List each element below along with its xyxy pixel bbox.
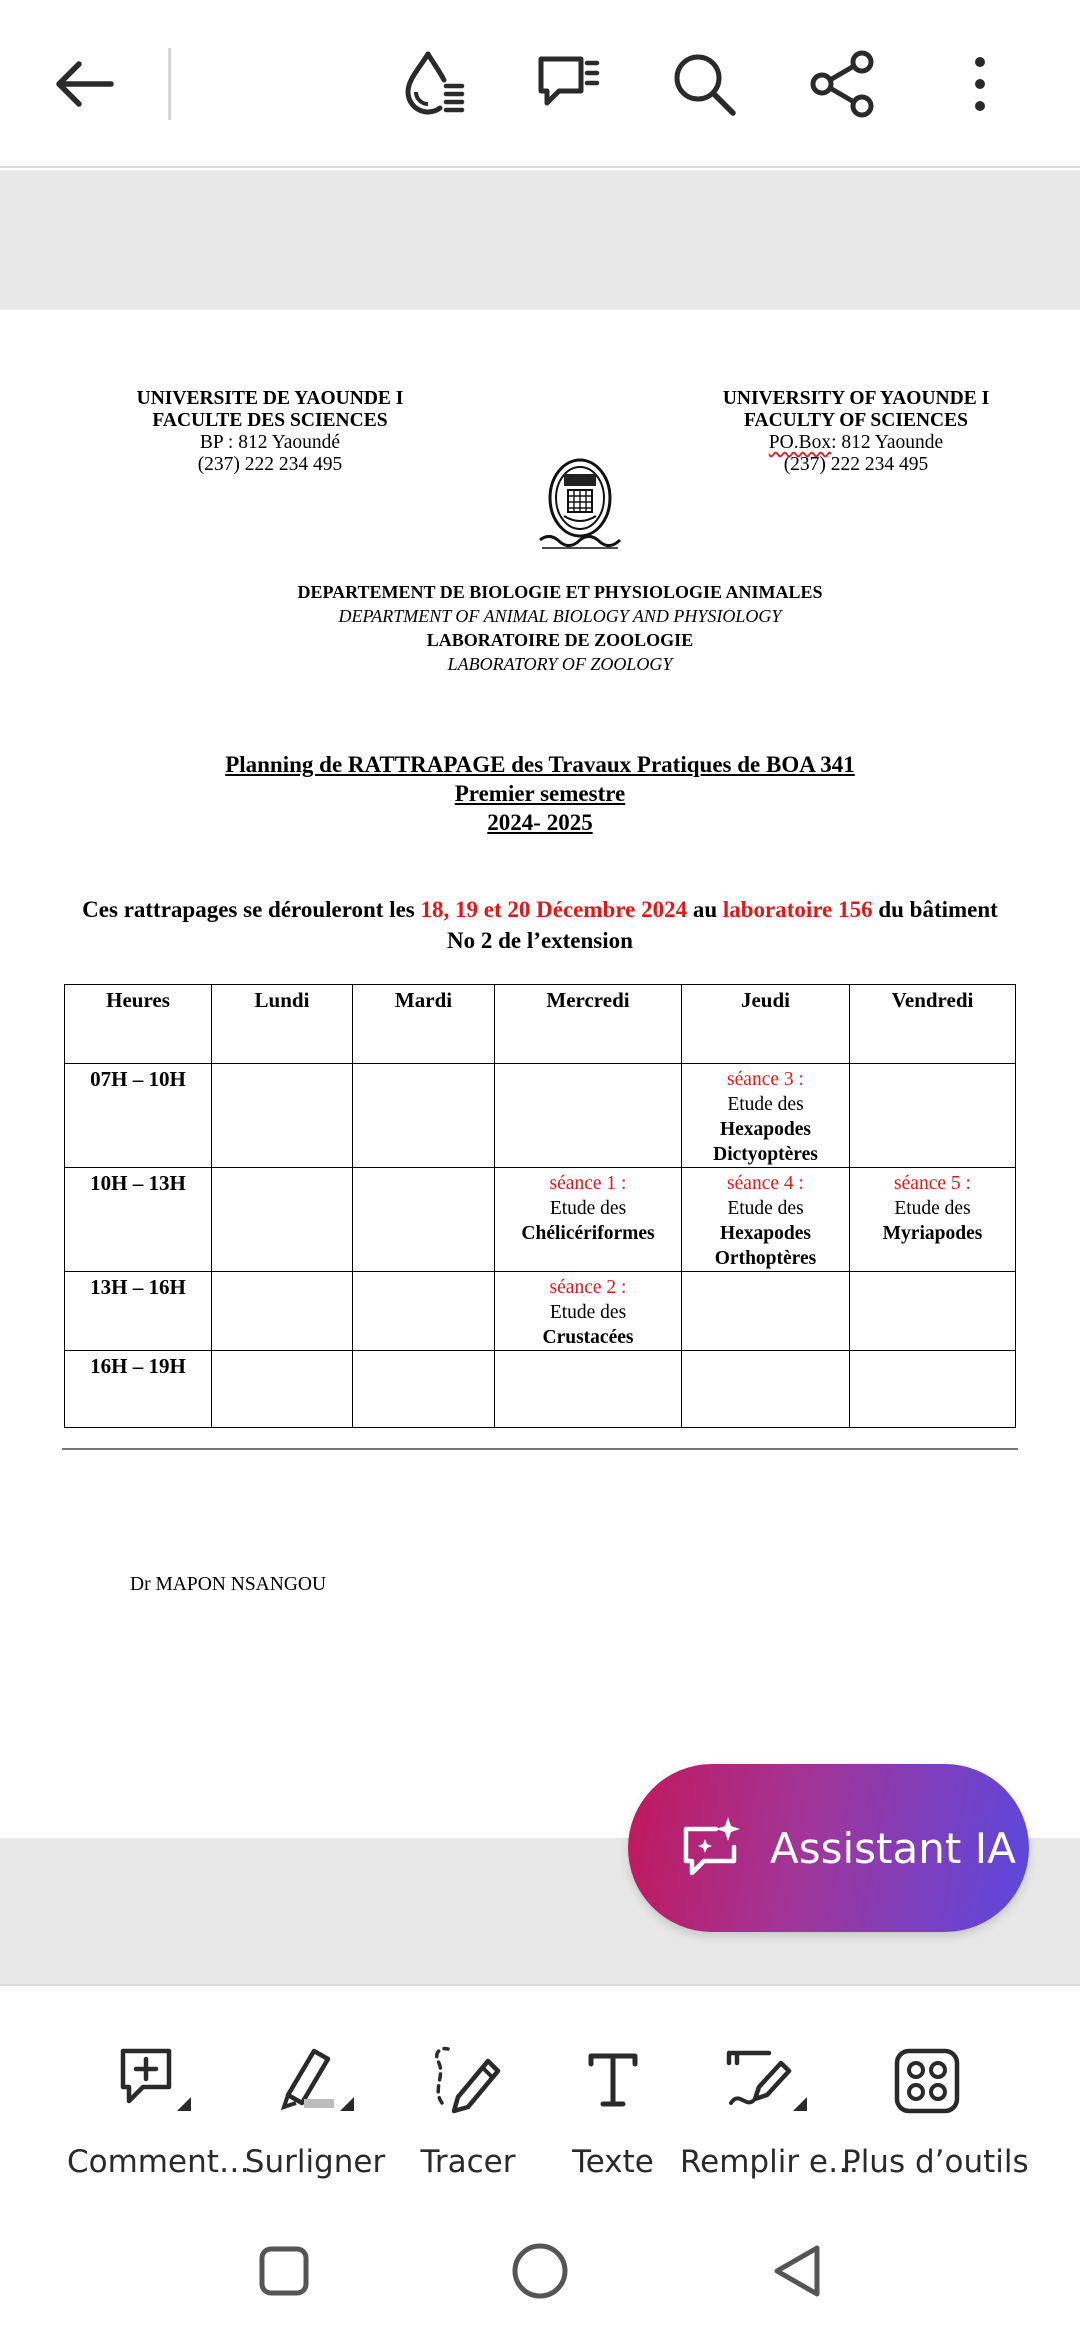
session-cell: séance 4 : Etude des Hexapodes Orthoptères	[682, 1168, 850, 1272]
department-line: LABORATOIRE DE ZOOLOGIE	[426, 630, 694, 650]
table-cell	[682, 1351, 850, 1428]
pdf-page	[0, 310, 1080, 1838]
notice-dates: 18, 19 et 20 Décembre 2024	[420, 897, 688, 922]
time-slot: 16H – 19H	[65, 1351, 212, 1428]
time-slot: 10H – 13H	[65, 1168, 212, 1272]
notice-text: Ces rattrapages se dérouleront les 18, 19 et 20 Décembre 2024 au laboratoire 156 du bâtiment No 2 de l’extension	[82, 897, 998, 953]
planning-title	[0, 750, 1080, 837]
ai-sparkle-chat-icon	[678, 1813, 744, 1884]
table-cell	[212, 1272, 353, 1351]
signature-name: Dr MAPON NSANGOU	[130, 1574, 327, 1595]
table-header-row	[65, 985, 1016, 1064]
department-line: LABORATORY OF ZOOLOGY	[447, 654, 673, 674]
tool-label: Remplir e…	[680, 2144, 859, 2180]
liquid-mode-icon[interactable]	[384, 34, 484, 134]
table-cell	[850, 1272, 1016, 1351]
top-app-bar	[0, 0, 1080, 168]
table-cell	[682, 1272, 850, 1351]
session-cell: séance 1 : Etude des Chélicériformes	[495, 1168, 682, 1272]
highlighter-icon	[230, 2036, 400, 2126]
notice-lab: laboratoire 156	[722, 897, 873, 922]
column-header: Mercredi	[495, 985, 682, 1064]
header-line: PO.Box: 812 Yaounde	[768, 432, 944, 453]
home-circle-icon[interactable]	[480, 2216, 600, 2326]
time-slot: 07H – 10H	[65, 1064, 212, 1168]
table-cell	[212, 1168, 353, 1272]
column-header: Heures	[65, 985, 212, 1064]
title-line: Planning de RATTRAPAGE des Travaux Pratiques de BOA 341	[225, 752, 855, 777]
recents-square-icon[interactable]	[224, 2216, 344, 2326]
university-header-en	[676, 388, 1036, 476]
table-row	[65, 1351, 1016, 1428]
department-line: DEPARTMENT OF ANIMAL BIOLOGY AND PHYSIOLOGY	[338, 606, 782, 626]
more-vertical-icon[interactable]	[930, 34, 1030, 134]
table-cell	[850, 1064, 1016, 1168]
document-viewport[interactable]	[0, 170, 1080, 1984]
university-emblem-icon	[530, 452, 630, 562]
table-cell	[353, 1272, 495, 1351]
header-line: (237) 222 234 495	[783, 454, 929, 475]
session-cell: séance 2 : Etude des Crustacées	[495, 1272, 682, 1351]
header-line: (237) 222 234 495	[197, 454, 343, 475]
column-header: Vendredi	[850, 985, 1016, 1064]
toolbar-divider	[168, 48, 171, 120]
table-row	[65, 1272, 1016, 1351]
header-line: FACULTE DES SCIENCES	[152, 410, 388, 431]
tool-label: Tracer	[420, 2144, 516, 2180]
table-cell	[353, 1168, 495, 1272]
time-slot: 13H – 16H	[65, 1272, 212, 1351]
table-row	[65, 1168, 1016, 1272]
session-cell: séance 3 : Etude des Hexapodes Dictyoptères	[682, 1064, 850, 1168]
tool-text[interactable]	[528, 2036, 698, 2180]
table-cell	[495, 1351, 682, 1428]
divider-line	[62, 1448, 1018, 1450]
share-icon[interactable]	[792, 34, 892, 134]
table-row	[65, 1064, 1016, 1168]
header-line: UNIVERSITY OF YAOUNDE I	[722, 388, 990, 409]
ai-assistant-button[interactable]	[628, 1764, 1029, 1932]
session-cell: séance 5 : Etude des Myriapodes	[850, 1168, 1016, 1272]
tool-comment[interactable]	[67, 2036, 250, 2180]
table-cell	[212, 1351, 353, 1428]
table-cell	[353, 1064, 495, 1168]
column-header: Jeudi	[682, 985, 850, 1064]
system-nav-bar	[0, 2216, 1080, 2326]
column-header: Lundi	[212, 985, 353, 1064]
back-arrow-icon[interactable]	[34, 34, 134, 134]
header-line: FACULTY OF SCIENCES	[744, 410, 968, 431]
title-line: Premier semestre	[454, 781, 626, 806]
department-line: DEPARTEMENT DE BIOLOGIE ET PHYSIOLOGIE ANIMALES	[297, 582, 823, 602]
text-icon	[528, 2036, 698, 2126]
add-comment-icon	[67, 2036, 237, 2126]
bottom-toolbar	[0, 1984, 1080, 2340]
department-block	[0, 580, 1080, 676]
tool-label: Plus d’outils	[842, 2144, 1029, 2180]
header-line: BP : 812 Yaoundé	[199, 432, 341, 453]
comments-list-icon[interactable]	[518, 34, 618, 134]
tool-label: Texte	[572, 2144, 654, 2180]
table-cell	[212, 1064, 353, 1168]
column-header: Mardi	[353, 985, 495, 1064]
tool-more-tools[interactable]	[842, 2036, 1029, 2180]
tool-fill-sign[interactable]	[680, 2036, 859, 2180]
title-line: 2024- 2025	[487, 810, 593, 835]
back-triangle-icon[interactable]	[736, 2216, 856, 2326]
table-cell	[495, 1064, 682, 1168]
table-cell	[353, 1351, 495, 1428]
fill-sign-icon	[680, 2036, 850, 2126]
ai-assistant-label: Assistant IA	[770, 1823, 1016, 1873]
more-tools-grid-icon	[842, 2036, 1012, 2126]
header-line: UNIVERSITE DE YAOUNDE I	[136, 388, 404, 409]
schedule-table	[64, 984, 1016, 1428]
table-cell	[850, 1351, 1016, 1428]
university-header-fr	[90, 388, 450, 476]
search-icon[interactable]	[654, 34, 754, 134]
tool-highlight[interactable]	[230, 2036, 400, 2180]
tool-label: Comment…	[67, 2144, 250, 2180]
tool-label: Surligner	[244, 2144, 386, 2180]
